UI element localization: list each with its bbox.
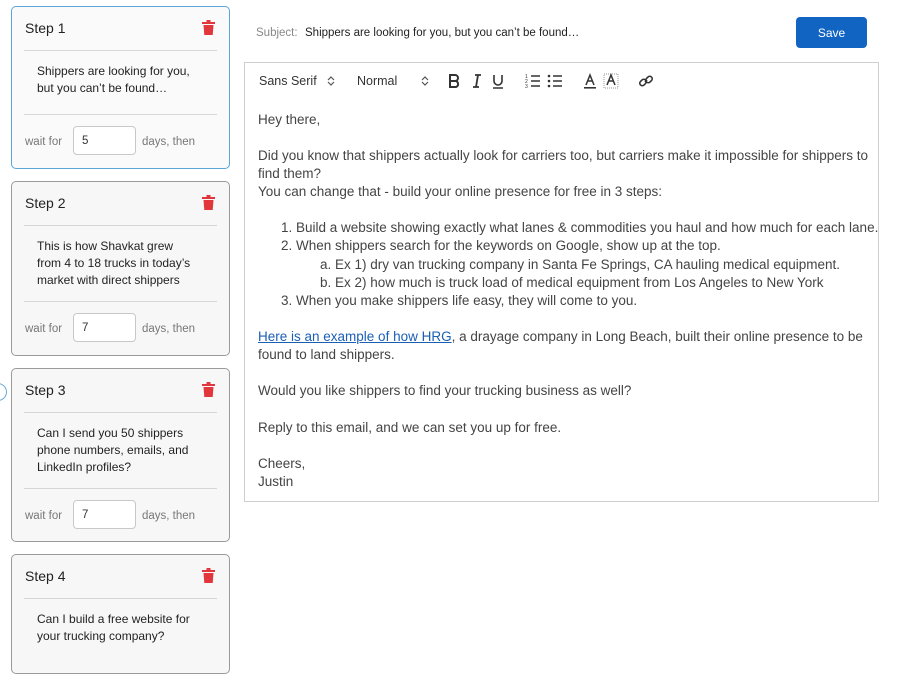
step-footer: [24, 301, 217, 348]
ordered-list-icon[interactable]: [525, 73, 541, 89]
signature-name: Justin: [258, 474, 294, 489]
days-label: days, then: [142, 510, 196, 522]
paragraph-1-cont: find them?: [258, 166, 322, 181]
step-preview: Can I send you 50 shippers phone numbers, emails, and LinkedIn profiles?: [37, 426, 189, 474]
wait-days-input[interactable]: [73, 500, 136, 529]
step-footer: [24, 114, 217, 161]
days-label: days, then: [142, 136, 196, 148]
underline-icon[interactable]: [490, 73, 506, 89]
trash-icon[interactable]: [202, 195, 215, 210]
svg-text:3: 3: [525, 84, 528, 89]
example-link[interactable]: Here is an example of how HRG: [258, 329, 452, 344]
trash-icon[interactable]: [202, 568, 215, 583]
step-card-4[interactable]: [11, 554, 230, 674]
subject-input[interactable]: Shippers are looking for you, but you can’t be found…: [305, 27, 580, 39]
step-preview: Can I build a free website for your trucking company?: [37, 612, 190, 643]
font-size-value: Normal: [357, 74, 398, 88]
list-item-2: 2. When shippers search for the keywords on Google, show up at the top.: [281, 238, 721, 253]
trash-icon[interactable]: [202, 20, 215, 35]
step-header: [24, 7, 217, 51]
paragraph-3: [258, 328, 863, 346]
step-title: Step 3: [25, 382, 66, 398]
paragraph-2: You can change that - build your online presence for free in 3 steps:: [258, 184, 663, 199]
paragraph-3-cont: found to land shippers.: [258, 347, 395, 362]
days-label: days, then: [142, 323, 196, 335]
text-color-icon[interactable]: [582, 73, 598, 89]
bullet-list-icon[interactable]: [547, 73, 563, 89]
step-header: [24, 182, 217, 226]
paragraph-5: Reply to this email, and we can set you up for free.: [258, 420, 562, 435]
signoff: Cheers,: [258, 456, 306, 471]
step-card-1[interactable]: [11, 6, 230, 169]
wait-days-input[interactable]: [73, 126, 136, 155]
editor-toolbar: [244, 62, 879, 101]
step-header: [24, 369, 217, 413]
paragraph-4: Would you like shippers to find your trucking business as well?: [258, 383, 632, 398]
bold-icon[interactable]: [446, 73, 462, 89]
link-icon[interactable]: [638, 73, 654, 89]
collapse-handle[interactable]: [0, 383, 7, 401]
wait-days-input[interactable]: [73, 313, 136, 342]
sub-list-item-b: b. Ex 2) how much is truck load of medical equipment from Los Angeles to New York: [320, 275, 824, 290]
step-footer: [24, 488, 217, 535]
font-family-select[interactable]: [259, 74, 335, 88]
save-button[interactable]: Save: [796, 17, 867, 48]
step-title: Step 4: [25, 568, 66, 584]
subject-label: Subject:: [256, 27, 298, 39]
subject-bar: [244, 6, 879, 62]
email-body-editor[interactable]: [244, 100, 879, 502]
font-size-select[interactable]: [357, 74, 429, 88]
select-arrows-icon: [421, 76, 429, 86]
list-item-1: 1. Build a website showing exactly what lanes & commodities you haul and how much for each lane.: [281, 220, 879, 235]
list-item-3: 3. When you make shippers life easy, they will come to you.: [281, 293, 638, 308]
background-color-icon[interactable]: [603, 73, 619, 89]
greeting: Hey there,: [258, 112, 321, 127]
select-arrows-icon: [327, 76, 335, 86]
step-preview: This is how Shavkat grew from 4 to 18 trucks in today’s market with direct shippers: [37, 239, 191, 287]
step-preview: Shippers are looking for you, but you can’t be found…: [37, 64, 190, 95]
step-header: [24, 555, 217, 599]
svg-text:1: 1: [525, 74, 528, 80]
wait-label: wait for: [25, 510, 63, 522]
wait-label: wait for: [25, 136, 63, 148]
paragraph-3-text: , a drayage company in Long Beach, built their online presence to be: [451, 329, 863, 344]
step-title: Step 2: [25, 195, 66, 211]
wait-label: wait for: [25, 323, 63, 335]
trash-icon[interactable]: [202, 382, 215, 397]
italic-icon[interactable]: [469, 73, 485, 89]
font-family-value: Sans Serif: [259, 74, 317, 88]
step-card-2[interactable]: [11, 181, 230, 356]
sub-list-item-a: a. Ex 1) dry van trucking company in Santa Fe Springs, CA hauling medical equipment.: [320, 257, 841, 272]
paragraph-1: Did you know that shippers actually look for carriers too, but carriers make it impossible for shippers to: [258, 148, 869, 163]
step-title: Step 1: [25, 20, 66, 36]
step-card-3[interactable]: [11, 368, 230, 542]
svg-text:2: 2: [525, 79, 528, 85]
